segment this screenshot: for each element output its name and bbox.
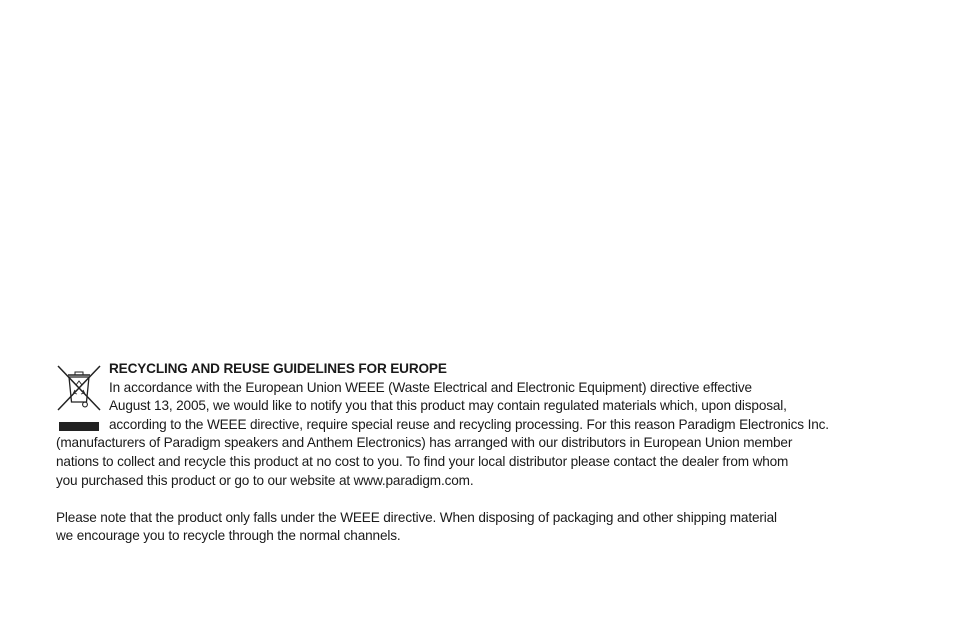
paragraph1-line-5: nations to collect and recycle this product at no cost to you. To find your local distributor please contact the dealer from whom [56, 453, 789, 469]
paragraph2-line-1: Please note that the product only falls under the WEEE directive. When disposing of packaging and other shipping material [56, 509, 777, 525]
intro-block [109, 360, 886, 434]
paragraph2 [56, 509, 886, 546]
crossed-out-wheeled-bin-icon [56, 363, 102, 433]
paragraph1-line-4: (manufacturers of Paradigm speakers and Anthem Electronics) has arranged with our distributors in European Union member [56, 435, 793, 451]
paragraph1-line-3: according to the WEEE directive, require special reuse and recycling processing. For this reason Paradigm Electronics Inc. [109, 416, 829, 432]
weee-notice [56, 360, 886, 546]
paragraph1-line-1: In accordance with the European Union WEEE (Waste Electrical and Electronic Equipment) directive effective [109, 379, 752, 395]
notice-heading: RECYCLING AND REUSE GUIDELINES FOR EUROPE [109, 361, 447, 376]
paragraph1-continuation [56, 434, 886, 490]
paragraph2-line-2: we encourage you to recycle through the normal channels. [56, 528, 401, 544]
paragraph1-line-2: August 13, 2005, we would like to notify you that this product may contain regulated materials which, upon disposal, [109, 398, 787, 414]
paragraph1-line-6: you purchased this product or go to our website at www.paradigm.com. [56, 472, 474, 488]
